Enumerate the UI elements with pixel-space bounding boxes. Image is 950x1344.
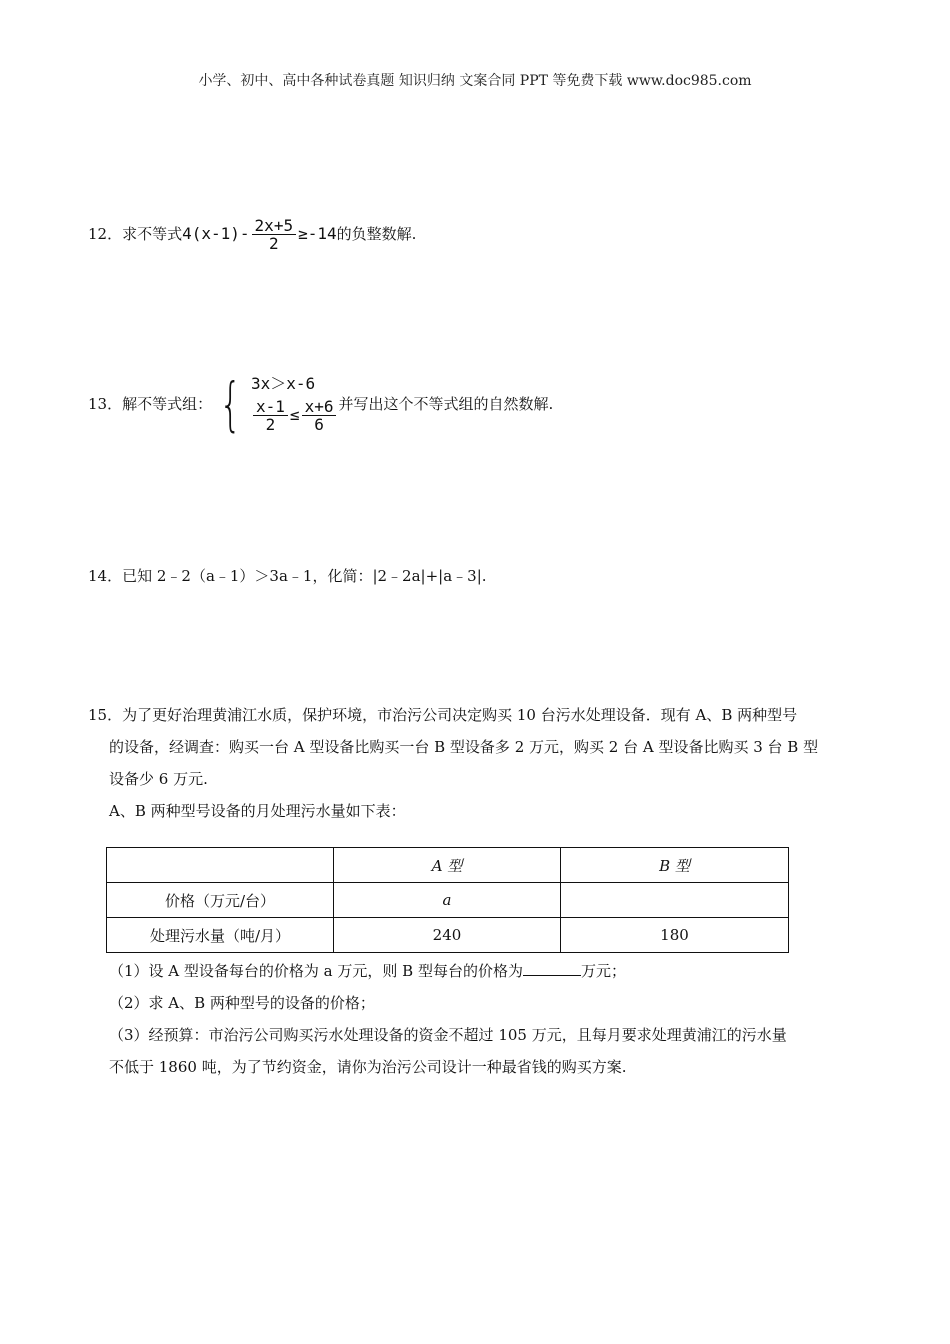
- part-3-line-1: （3）经预算：市治污公司购买污水处理设备的资金不超过 105 万元，且每月要求处理黄浦江的污水量: [109, 1026, 787, 1044]
- device-table: [106, 847, 789, 953]
- answer-blank[interactable]: [523, 961, 581, 976]
- question-15-parts: [88, 955, 878, 1083]
- fraction: [253, 398, 288, 433]
- question-prefix: 求不等式: [122, 225, 183, 243]
- system-line-2: [251, 398, 338, 433]
- table-row: [107, 883, 789, 918]
- table-cell: 价格（万元/台）: [107, 883, 334, 918]
- part-1: [88, 955, 878, 987]
- question-13: [88, 369, 554, 438]
- expr-left: 4(x-1)-: [182, 224, 250, 243]
- table-cell: 180: [561, 918, 789, 953]
- question-15-line-3: 设备少 6 万元.: [109, 770, 208, 788]
- fraction-denominator: 2: [268, 234, 279, 253]
- question-prefix: 解不等式组：: [122, 394, 213, 413]
- page-header: 小学、初中、高中各种试卷真题 知识归纳 文案合同 PPT 等免费下载 www.doc985.com: [198, 73, 752, 89]
- question-number: 13．: [88, 394, 123, 413]
- fraction-numerator: 2x+5: [252, 217, 297, 235]
- question-15-line-1: 15．为了更好治理黄浦江水质，保护环境，市治污公司决定购买 10 台污水处理设备．现有 A、B 两种型号: [88, 706, 798, 724]
- fraction-numerator: x+6: [302, 398, 337, 416]
- table-cell: [334, 883, 561, 918]
- part-2: （2）求 A、B 两种型号的设备的价格；: [109, 994, 375, 1012]
- question-15-line-2: 的设备，经调查：购买一台 A 型设备比购买一台 B 型设备多 2 万元，购买 2 台 A 型设备比购买 3 台 B 型: [109, 738, 819, 756]
- part-3-line-2: 不低于 1860 吨，为了节约资金，请你为治污公司设计一种最省钱的购买方案.: [109, 1058, 627, 1076]
- expr-right: ≥-14: [298, 224, 337, 243]
- table-cell: [107, 848, 334, 883]
- part-1-text: （1）设 A 型设备每台的价格为 a 万元，则 B 型每台的价格为: [109, 962, 523, 980]
- fraction-numerator: x-1: [253, 398, 288, 416]
- inequality-system: [212, 369, 338, 438]
- question-number: 12．: [88, 225, 123, 243]
- system-line-1: 3x＞x-6: [251, 374, 316, 393]
- table-cell-text: a: [442, 891, 452, 909]
- part-1-unit: 万元；: [580, 962, 626, 980]
- fraction-denominator: 6: [314, 415, 324, 434]
- operator: ≤: [289, 405, 300, 424]
- fraction: [302, 398, 337, 433]
- fraction-denominator: 2: [265, 415, 276, 434]
- table-cell: [561, 883, 789, 918]
- table-cell: 240: [334, 918, 561, 953]
- table-cell: 处理污水量（吨/月）: [107, 918, 334, 953]
- question-14: 14．已知 2﹣2（a﹣1）＞3a﹣1，化简：|2﹣2a|+|a﹣3|.: [88, 567, 487, 585]
- fraction: [252, 217, 297, 252]
- table-row: [107, 918, 789, 953]
- left-brace-icon: {: [219, 369, 242, 438]
- table-cell-text: B 型: [659, 856, 690, 875]
- table-intro: A、B 两种型号设备的月处理污水量如下表：: [109, 802, 406, 820]
- table-cell: [334, 848, 561, 883]
- table-header-row: [107, 848, 789, 883]
- math-expression: [182, 216, 337, 253]
- question-suffix: 并写出这个不等式组的自然数解.: [338, 394, 554, 413]
- table-cell-text: A 型: [431, 856, 463, 875]
- table-cell: [561, 848, 789, 883]
- question-suffix: 的负整数解.: [336, 225, 417, 243]
- question-12: [88, 217, 416, 252]
- question-15: [88, 699, 878, 827]
